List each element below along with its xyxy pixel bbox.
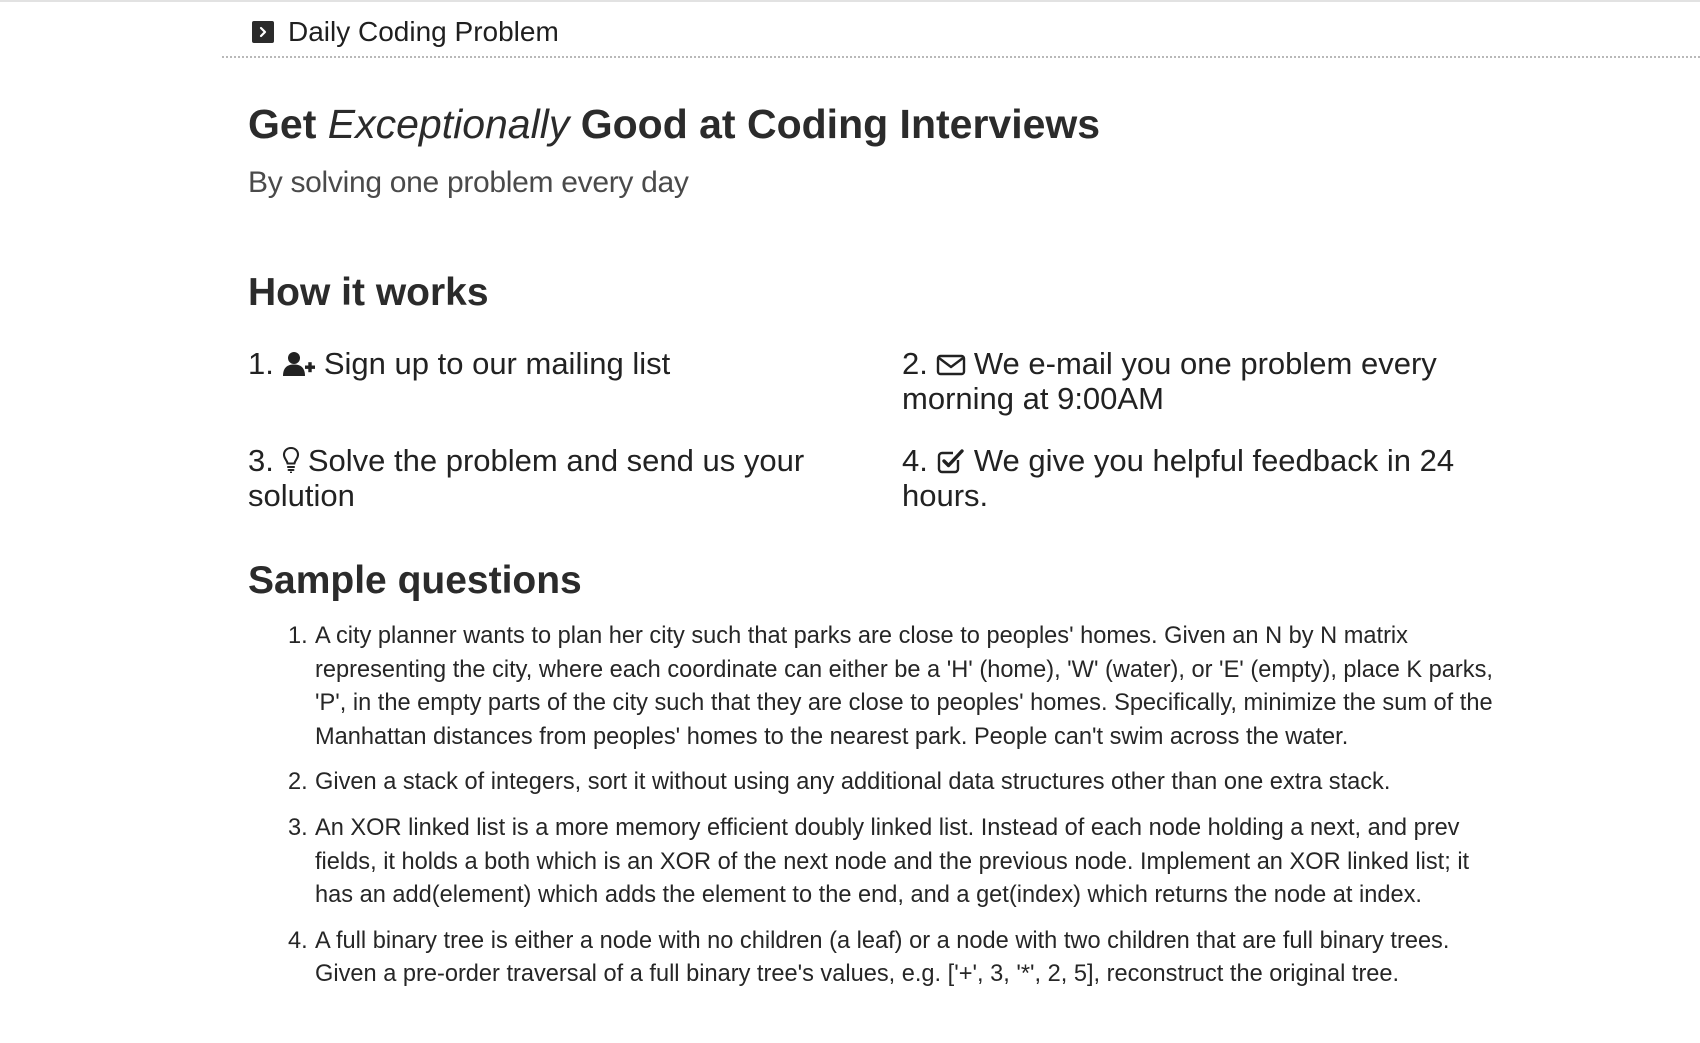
step-text: We give you helpful feedback in 24 hours. — [902, 443, 1455, 513]
step-email — [902, 348, 1462, 415]
title-part-2: Good at Coding Interviews — [569, 101, 1101, 147]
question-text: An XOR linked list is a more memory efficient doubly linked list. Instead of each node holding a next, and prev fields, it holds a both which is an XOR of the next node and the previous node. Implement an XOR linked list; it has an add(element) which adds the element to the end, and a get(index) which returns the node at index. — [315, 814, 1470, 909]
page-subtitle: By solving one problem every day — [248, 166, 689, 199]
envelope-icon — [936, 351, 966, 383]
user-plus-icon — [282, 351, 316, 383]
sample-questions-heading: Sample questions — [248, 559, 582, 602]
question-text: A city planner wants to plan her city such that parks are close to peoples' homes. Given an N by N matrix representing the city, where each coordinate can either be a 'H' (home), 'W' (water), or 'E' (empty), place K parks, 'P', in the empty parts of the city such that they are close to peoples' homes. Specifically, minimize the sum of the Manhattan distances from peoples' homes to the nearest park. People can't swim across the water. — [315, 623, 1493, 750]
step-text: Sign up to our mailing list — [323, 346, 671, 381]
question-text: Given a stack of integers, sort it without using any additional data structures other than one extra stack. — [315, 769, 1391, 796]
navbar — [222, 0, 1700, 58]
step-solve — [248, 445, 808, 512]
list-item — [288, 766, 1503, 800]
check-square-icon — [936, 448, 966, 480]
list-item — [288, 925, 1503, 992]
list-item — [288, 812, 1503, 913]
list-item — [288, 620, 1503, 754]
question-number: 4. — [288, 927, 308, 954]
step-number: 3. — [248, 443, 274, 478]
step-number: 2. — [902, 346, 928, 381]
title-emphasis: Exceptionally — [327, 101, 570, 147]
question-number: 2. — [288, 769, 308, 796]
step-number: 1. — [248, 346, 274, 381]
question-number: 3. — [288, 814, 308, 841]
sample-questions-list — [288, 620, 1503, 1004]
step-feedback — [902, 445, 1462, 512]
chevron-right-square-icon — [252, 21, 274, 43]
brand-link[interactable] — [252, 15, 559, 49]
page-title — [248, 100, 1100, 148]
question-text: A full binary tree is either a node with no children (a leaf) or a node with two children that are full binary trees. Given a pre-order traversal of a full binary tree's values, e.g. ['+', 3, '*', 2, 5], reconstruct the original tree. — [315, 927, 1450, 988]
question-number: 1. — [288, 623, 308, 649]
lightbulb-icon — [282, 446, 300, 480]
how-it-works-heading: How it works — [248, 271, 489, 314]
step-text: Solve the problem and send us your solution — [248, 443, 805, 513]
brand-title: Daily Coding Problem — [288, 16, 559, 47]
step-number: 4. — [902, 443, 928, 478]
title-part-1: Get — [248, 101, 328, 147]
step-text: We e-mail you one problem every morning at 9:00AM — [902, 346, 1437, 416]
step-sign-up — [248, 348, 808, 383]
